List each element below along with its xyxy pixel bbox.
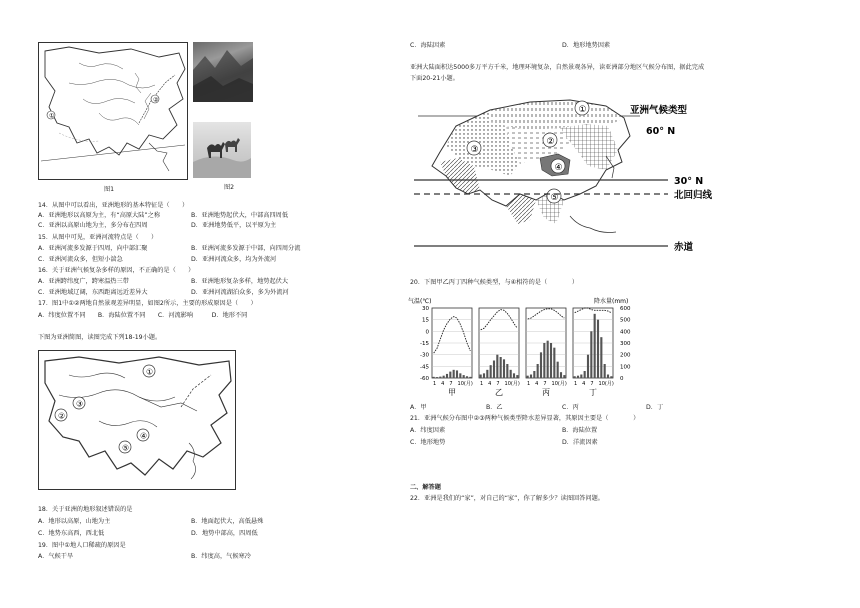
precip-bar (436, 377, 438, 378)
fig2-photo-desert (193, 122, 251, 178)
camel-desert-svg (193, 122, 251, 178)
precip-bar (597, 320, 599, 378)
svg-text:②: ② (153, 96, 159, 104)
precip-bar (500, 357, 502, 378)
q21-option-b[interactable]: B．海陆位置 (562, 427, 598, 434)
precip-bar (439, 377, 441, 378)
precip-bar (580, 375, 582, 379)
q15-option-c[interactable]: C．亚洲河流众多，但短小湍急 (38, 256, 123, 263)
precip-tick-label: 200 (620, 352, 631, 359)
temp-tick-label: -15 (420, 341, 429, 347)
precip-bar (503, 359, 505, 378)
asia-sketch-svg (39, 351, 235, 489)
q14-stem: 14．从图中可以看出，亚洲地形的基本特征是（ ） (38, 202, 189, 209)
precip-bar (469, 377, 471, 378)
q17-options[interactable]: A．纬度位置不同 B．海陆位置不同 C．河流影响 D．地形不同 (38, 312, 248, 319)
precip-bar (510, 370, 512, 378)
precip-bar (433, 377, 435, 378)
temp-tick-label: 0 (425, 329, 429, 336)
climate-map-svg (410, 96, 728, 262)
climate-chart-name: 甲 (448, 388, 456, 397)
precip-bar (516, 375, 518, 378)
precip-bar (587, 355, 589, 378)
precip-bar (607, 375, 609, 379)
precip-bar (574, 376, 576, 378)
q16-stem: 16．关于亚洲气候复杂多样的原因，不正确的是（ ） (38, 267, 195, 274)
q19-stem: 19．图中①地人口稀疏的原因是 (38, 542, 126, 549)
precip-bar (483, 373, 485, 378)
q19-option-a[interactable]: A．气候干旱 (38, 553, 74, 560)
prev-option-d[interactable]: D．地形地势因素 (562, 42, 611, 49)
precip-bar (604, 364, 606, 378)
intro-20-21-line1: 亚洲大陆面积达5000多万平方千米，地理环境复杂，自然景观各异，读亚洲部分地区气候分布图，据此完成 (410, 64, 705, 71)
q19-option-b[interactable]: B．纬度高，气候寒冷 (191, 553, 251, 560)
svg-text:③: ③ (76, 399, 84, 409)
q15-option-d[interactable]: D．亚洲河流众多，均为外流河 (191, 256, 277, 263)
intro-18-19: 下图为亚洲简图，读图完成下列18-19小题。 (38, 334, 162, 341)
q16-option-c[interactable]: C．亚洲地域辽阔，东西距离远近差异大 (38, 289, 148, 296)
q16-option-d[interactable]: D．亚洲河流湖泊众多，多为外流河 (191, 289, 289, 296)
temp-tick-label: -60 (420, 376, 429, 382)
precip-bar (553, 348, 555, 378)
month-tick-label: 1 4 7 10(月) (527, 381, 567, 387)
climate-chart-name: 丁 (589, 388, 597, 397)
q18-stem: 18．关于亚洲的地形叙述错误的是 (38, 506, 133, 513)
q14-option-d[interactable]: D．亚洲地势低平，以平原为主 (191, 222, 277, 229)
precip-bar (463, 375, 465, 378)
q15-stem: 15．从图中可见，亚洲河流特点是（ ） (38, 234, 158, 241)
precip-bar (540, 352, 542, 378)
equator-label: 赤道 (674, 242, 694, 253)
section-2-heading: 二、解答题 (410, 484, 441, 491)
precip-bar (496, 355, 498, 378)
q20-stem: 20．下图甲乙丙丁四种气候类型，与④相符的是（ ） (410, 279, 579, 286)
fig1-asia-map (38, 42, 188, 180)
climate-charts (408, 294, 642, 402)
precip-bar (527, 376, 529, 378)
fig2-caption: 图2 (224, 184, 235, 191)
precip-bar (453, 370, 455, 378)
svg-text:④: ④ (554, 163, 563, 173)
precip-bar (513, 373, 515, 378)
precip-bar (537, 364, 539, 378)
q21-option-d[interactable]: D．洋流因素 (562, 439, 598, 446)
fig2-photo-mountain (193, 42, 253, 102)
precip-bar (446, 374, 448, 378)
temp-axis-label: 气温(℃) (408, 298, 432, 305)
precip-tick-label: 0 (620, 376, 624, 382)
asia-topo-svg (39, 43, 187, 179)
precip-bar (560, 372, 562, 378)
precip-bar (443, 376, 445, 378)
lat-60-label: 60° N (646, 126, 676, 137)
q15-option-b[interactable]: B．亚洲河流多发源于中部，向四周分流 (191, 245, 301, 252)
q21-stem: 21．亚洲气候分布图中②③两种气候类型降水差异显著，其原因主要是（ ） (410, 415, 640, 422)
precip-bar (600, 337, 602, 378)
q16-option-b[interactable]: B．亚洲地形复杂多样，地势起伏大 (191, 278, 289, 285)
q18-option-a[interactable]: A．地形以高原，山地为主 (38, 518, 111, 525)
precip-tick-label: 600 (620, 306, 631, 312)
precip-axis-label: 降水量(mm) (594, 298, 629, 305)
lat-30-label: 30° N (674, 176, 704, 187)
svg-text:③: ③ (470, 145, 479, 155)
prev-option-c[interactable]: C．海陆因素 (410, 42, 446, 49)
precip-tick-label: 100 (620, 364, 631, 371)
temp-tick-label: 30 (422, 306, 429, 312)
precip-bar (550, 343, 552, 378)
q20-option-b[interactable]: B．乙 (486, 404, 503, 411)
q21-option-c[interactable]: C．地形地势 (410, 439, 446, 446)
svg-text:①: ① (578, 105, 587, 115)
q17-stem: 17．图1中①②两地自然景观差异明显，如图2所示，主要的形成原因是（ ） (38, 300, 257, 307)
precip-bar (590, 331, 592, 378)
climate-charts-svg (408, 294, 642, 402)
precip-bar (459, 373, 461, 378)
month-tick-label: 1 4 7 10(月) (574, 381, 614, 387)
precip-bar (547, 341, 549, 378)
precip-bar (490, 365, 492, 378)
svg-text:②: ② (546, 137, 555, 147)
precip-bar (530, 375, 532, 379)
precip-bar (486, 370, 488, 378)
precip-bar (456, 370, 458, 378)
precip-bar (594, 314, 596, 378)
map-title: 亚洲气候类型 (630, 105, 688, 116)
q20-option-c[interactable]: C．丙 (562, 404, 579, 411)
precip-bar (449, 372, 451, 378)
q20-option-d[interactable]: D．丁 (646, 404, 664, 411)
q18-option-d[interactable]: D．地势中部高，四周低 (191, 530, 258, 537)
precip-bar (533, 371, 535, 378)
q16-option-a[interactable]: A．亚洲跨纬度广，跨寒温热三带 (38, 278, 129, 285)
precip-bar (557, 362, 559, 378)
mountain-photo-svg (193, 42, 253, 102)
svg-text:⑤: ⑤ (550, 193, 559, 203)
asia-climate-map (410, 96, 728, 262)
q22-stem: 22．亚洲是我们的“家”，对自己的“家”，你了解多少？读图回答问题。 (410, 495, 604, 502)
climate-chart-name: 丙 (542, 388, 550, 397)
svg-text:④: ④ (140, 431, 148, 441)
tropic-label: 北回归线 (674, 190, 713, 201)
temp-tick-label: 15 (422, 317, 429, 324)
precip-bar (480, 375, 482, 379)
intro-20-21-line2: 下面20-21小题。 (410, 75, 459, 82)
q15-option-a[interactable]: A．亚洲河流多发源于四周，向中部汇聚 (38, 245, 148, 252)
fig1-caption: 图1 (104, 186, 115, 193)
precip-tick-label: 300 (620, 341, 631, 347)
q14-option-a[interactable]: A．亚洲地形以高原为主，有“高原大陆”之称 (38, 212, 161, 219)
svg-text:⑤: ⑤ (122, 443, 130, 453)
precip-bar (506, 364, 508, 378)
asia-sketch-map (38, 350, 236, 490)
precip-bar (584, 371, 586, 378)
svg-text:①: ① (49, 112, 55, 120)
q18-option-c[interactable]: C．地势东高西，西北低 (38, 530, 105, 537)
precip-bar (610, 376, 612, 378)
precip-bar (543, 343, 545, 378)
svg-text:②: ② (58, 411, 66, 421)
svg-text:①: ① (146, 367, 154, 377)
q14-option-c[interactable]: C．亚洲以高原山地为主，多分布在四周 (38, 222, 148, 229)
temp-tick-label: -30 (420, 352, 429, 359)
q18-option-b[interactable]: B．地面起伏大，高低悬殊 (191, 518, 264, 525)
precip-tick-label: 500 (620, 317, 631, 324)
month-tick-label: 1 4 7 10(月) (480, 381, 520, 387)
precip-bar (493, 361, 495, 379)
q20-option-a[interactable]: A．甲 (410, 404, 427, 411)
precip-bar (563, 375, 565, 378)
climate-chart-name: 乙 (495, 388, 503, 397)
q21-option-a[interactable]: A．纬度因素 (410, 427, 446, 434)
precip-bar (577, 376, 579, 378)
month-tick-label: 1 4 7 10(月) (433, 381, 473, 387)
temp-tick-label: -45 (420, 364, 429, 371)
precip-tick-label: 400 (620, 329, 631, 336)
precip-bar (466, 376, 468, 378)
q14-option-b[interactable]: B．亚洲地势起伏大，中部高四周低 (191, 212, 289, 219)
